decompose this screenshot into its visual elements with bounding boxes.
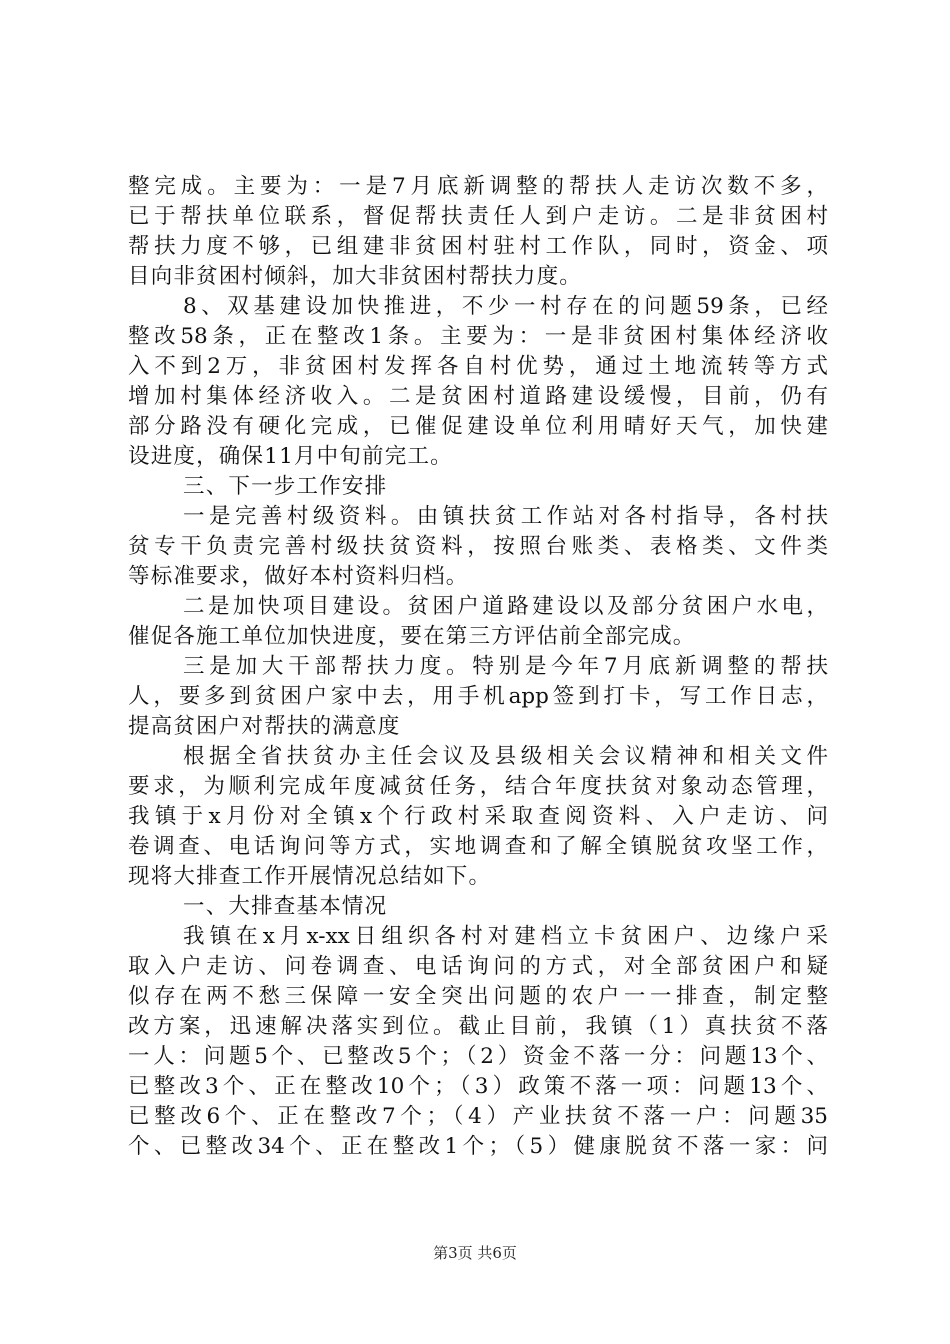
text-line: 8、双基建设加快推进，不少一村存在的问题59条，已经 (183, 294, 828, 319)
text-line: 贫专干负责完善村级扶贫资料，按照台账类、表格类、文件类 (128, 534, 828, 559)
text-line: 取入户走访、问卷调查、电话询问的方式，对全部贫困户和疑 (128, 954, 828, 979)
text-line: 三、下一步工作安排 (183, 474, 388, 499)
text-line: 增加村集体经济收入。二是贫困村道路建设缓慢，目前，仍有 (128, 384, 828, 409)
text-line: 已于帮扶单位联系，督促帮扶责任人到户走访。二是非贫困村 (128, 204, 828, 229)
text-line: 我镇于x月份对全镇x个行政村采取查阅资料、入户走访、问 (128, 804, 828, 829)
text-line: 部分路没有硬化完成，已催促建设单位利用晴好天气，加快建 (128, 414, 828, 439)
text-line: 入不到2万，非贫困村发挥各自村优势，通过土地流转等方式 (128, 354, 828, 379)
text-line: 已整改6个、正在整改7个；（4）产业扶贫不落一户：问题35 (128, 1104, 828, 1129)
text-line: 要求，为顺利完成年度减贫任务，结合年度扶贫对象动态管理， (128, 774, 828, 799)
text-line: 二是加快项目建设。贫困户道路建设以及部分贫困户水电， (183, 594, 828, 619)
text-line: 等标准要求，做好本村资料归档。 (128, 564, 469, 589)
text-line: 提高贫困户对帮扶的满意度 (128, 714, 401, 739)
text-line: 一是完善村级资料。由镇扶贫工作站对各村指导，各村扶 (183, 504, 828, 529)
text-line: 一、大排查基本情况 (183, 894, 388, 919)
document-body (128, 172, 828, 1162)
text-line: 目向非贫困村倾斜，加大非贫困村帮扶力度。 (128, 264, 583, 289)
text-line: 三是加大干部帮扶力度。特别是今年7月底新调整的帮扶 (183, 654, 828, 679)
text-line: 卷调查、电话询问等方式，实地调查和了解全镇脱贫攻坚工作， (128, 834, 828, 859)
text-line: 整完成。主要为：一是7月底新调整的帮扶人走访次数不多， (128, 174, 828, 199)
text-line: 已整改3个、正在整改10个；（3）政策不落一项：问题13个、 (128, 1074, 828, 1099)
text-line: 帮扶力度不够，已组建非贫困村驻村工作队，同时，资金、项 (128, 234, 828, 259)
text-line: 个、已整改34个、正在整改1个；（5）健康脱贫不落一家：问 (128, 1134, 828, 1159)
text-line: 催促各施工单位加快进度，要在第三方评估前全部完成。 (128, 624, 696, 649)
text-line: 现将大排查工作开展情况总结如下。 (128, 864, 492, 889)
text-line: 改方案，迅速解决落实到位。截止目前，我镇（1）真扶贫不落 (128, 1014, 828, 1039)
text-line: 人，要多到贫困户家中去，用手机app签到打卡，写工作日志， (128, 684, 828, 709)
text-line: 设进度，确保11月中旬前完工。 (128, 444, 453, 469)
text-line: 整改58条，正在整改1条。主要为：一是非贫困村集体经济收 (128, 324, 828, 349)
page-footer: 第3页 共6页 (433, 1244, 517, 1262)
text-line: 一人：问题5个、已整改5个；（2）资金不落一分：问题13个、 (128, 1044, 828, 1069)
text-line: 似存在两不愁三保障一安全突出问题的农户一一排查，制定整 (128, 984, 828, 1009)
text-line: 我镇在x月x-xx日组织各村对建档立卡贫困户、边缘户采 (183, 924, 828, 949)
text-line: 根据全省扶贫办主任会议及县级相关会议精神和相关文件 (183, 744, 828, 769)
